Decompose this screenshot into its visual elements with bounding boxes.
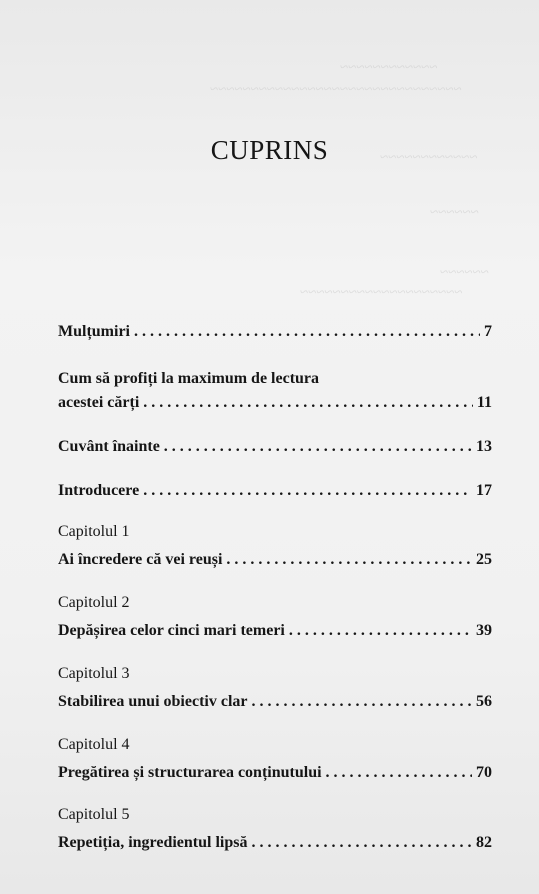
toc-entry-label: Ai încredere că vei reuși	[58, 551, 223, 568]
toc-chapter-5[interactable]	[58, 805, 492, 853]
dot-leader	[289, 621, 472, 641]
toc-entry-cum-sa-profiti[interactable]	[58, 369, 492, 413]
dot-leader	[134, 322, 480, 342]
bleed-through-decoration: ~~~~~~~~~~~~~~~~~~~~	[300, 285, 463, 301]
toc-page-number: 39	[476, 622, 492, 639]
dot-leader	[326, 763, 472, 783]
toc-page-number: 25	[476, 551, 492, 568]
toc-chapter-4[interactable]	[58, 735, 492, 783]
toc-chapter-2[interactable]	[58, 593, 492, 641]
toc-entry-label-line1: Cum să profiți la maximum de lectura	[58, 370, 320, 387]
chapter-heading: Capitolul 1	[58, 523, 130, 540]
dot-leader	[252, 833, 473, 853]
toc-entry-label: Mulțumiri	[58, 323, 130, 340]
toc-page-number: 11	[476, 394, 492, 411]
chapter-heading: Capitolul 5	[58, 806, 130, 823]
page-title: CUPRINS	[210, 135, 329, 165]
dot-leader	[143, 481, 472, 501]
toc-page-number: 70	[476, 764, 492, 781]
chapter-heading: Capitolul 2	[58, 594, 130, 611]
toc-page-number: 7	[484, 323, 492, 340]
toc-entry-label: Introducere	[58, 482, 140, 499]
toc-entry-multumiri[interactable]	[58, 322, 492, 342]
bleed-through-decoration: ~~~~~~	[440, 265, 489, 281]
toc-entry-label: Stabilirea unui obiectiv clar	[58, 693, 248, 710]
bleed-through-decoration: ~~~~~~	[430, 205, 479, 221]
toc-chapter-1[interactable]	[58, 522, 492, 570]
dot-leader	[143, 393, 473, 413]
toc-entry-cuvant-inainte[interactable]	[58, 437, 492, 457]
toc-entry-label: Repetiția, ingredientul lipsă	[58, 834, 248, 851]
dot-leader	[226, 550, 472, 570]
toc-entry-label: Pregătirea și structurarea conținutului	[58, 764, 322, 781]
toc-entry-introducere[interactable]	[58, 481, 492, 501]
toc-page-number: 56	[476, 693, 492, 710]
dot-leader	[164, 437, 472, 457]
bleed-through-decoration: ~~~~~~~~~~~~	[380, 150, 478, 166]
toc-entry-label: acestei cărți	[58, 394, 140, 411]
toc-chapter-3[interactable]	[58, 664, 492, 712]
chapter-heading: Capitolul 3	[58, 665, 130, 682]
toc-entry-label: Cuvânt înainte	[58, 438, 160, 455]
chapter-heading: Capitolul 4	[58, 736, 130, 753]
bleed-through-decoration: ~~~~~~~~~~~~	[340, 60, 438, 76]
dot-leader	[251, 692, 472, 712]
toc-page-number: 13	[476, 438, 492, 455]
toc-page-number: 17	[476, 482, 492, 499]
toc-page-number: 82	[476, 834, 492, 851]
bleed-through-decoration: ~~~~~~~~~~~~~~~~~~~~~~~~~~~~~~~	[210, 82, 462, 98]
toc-entry-label: Depășirea celor cinci mari temeri	[58, 622, 285, 639]
